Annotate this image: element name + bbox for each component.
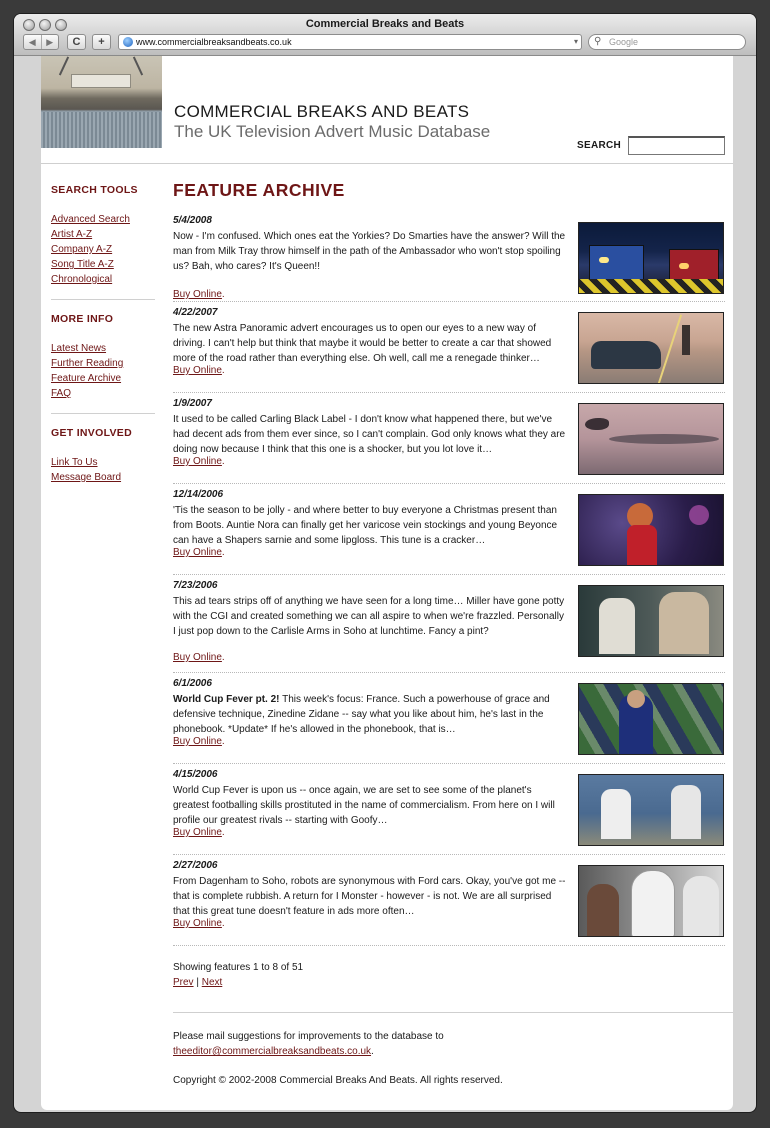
sidebar-link-latest-news[interactable]: Latest News — [51, 343, 107, 354]
sidebar-heading-get-involved: GET INVOLVED — [51, 427, 132, 439]
buy-online: Buy Online. — [173, 289, 225, 300]
buy-online-link[interactable]: Buy Online — [173, 736, 222, 747]
feature-thumbnail[interactable] — [578, 865, 724, 937]
footer-divider — [173, 1012, 733, 1013]
sidebar-divider — [51, 299, 155, 300]
sidebar-heading-search-tools: SEARCH TOOLS — [51, 184, 138, 196]
buy-online: Buy Online. — [173, 736, 225, 747]
feature-thumbnail[interactable] — [578, 222, 724, 294]
buy-online-link[interactable]: Buy Online — [173, 827, 222, 838]
buy-online-link[interactable]: Buy Online — [173, 652, 222, 663]
feature-text: It used to be called Carling Black Label - I don't know what happened there, but we've had decent ads from them ever since, so I can't complain. God only knows what they are doing now because I think that this one is a shocker, but you lot love it… — [173, 414, 566, 455]
address-bar[interactable] — [118, 34, 582, 50]
antenna-right — [133, 57, 143, 76]
address-url: www.commercialbreaksandbeats.co.uk — [136, 37, 292, 47]
photo-tv-screen — [41, 112, 162, 148]
sidebar-heading-more-info: MORE INFO — [51, 313, 114, 325]
sidebar-link-song-title-az[interactable]: Song Title A-Z — [51, 259, 114, 270]
headlight — [599, 257, 609, 263]
feature-description — [173, 229, 569, 274]
sidebar-link-chronological[interactable]: Chronological — [51, 274, 113, 285]
globe-icon — [123, 37, 133, 47]
add-bookmark-button[interactable]: + — [92, 34, 111, 50]
feature-thumbnail[interactable] — [578, 312, 724, 384]
feature-text: This ad tears strips off of anything we have seen for a long time… Miller have gone potty with the CGI and created something we can all aspire to when we're frazzled. Personally I just pop down to the Carlisle Arms in Soho at lunchtime. Fancy a pint? — [173, 596, 565, 637]
footer-email-line — [173, 1046, 374, 1057]
back-forward-buttons — [23, 34, 59, 50]
feature-entry — [173, 764, 725, 855]
robot-shape — [631, 870, 675, 937]
feature-date: 7/23/2006 — [173, 580, 218, 591]
feature-date: 4/22/2007 — [173, 307, 218, 318]
feature-date: 1/9/2007 — [173, 398, 212, 409]
feature-date: 4/15/2006 — [173, 769, 218, 780]
feature-date: 12/14/2006 — [173, 489, 224, 500]
road-line — [658, 314, 682, 383]
search-icon: ⚲ — [594, 36, 602, 47]
sidebar-link-link-to-us[interactable]: Link To Us — [51, 457, 98, 468]
feature-text: From Dagenham to Soho, robots are synonymous with Ford cars. Okay, you've got me -- that is complete rubbish. A return for I Monster - however - is not. We are all surprised that this great tune doesn't feature in ads more often… — [173, 876, 566, 917]
feature-entry — [173, 855, 725, 946]
feature-description — [173, 321, 569, 366]
prev-page-link[interactable]: Prev — [173, 977, 194, 988]
copyright: Copyright © 2002-2008 Commercial Breaks And Beats. All rights reserved. — [173, 1075, 503, 1086]
sidebar-link-feature-archive[interactable]: Feature Archive — [51, 373, 122, 384]
buy-online-link[interactable]: Buy Online — [173, 289, 222, 300]
feature-description — [173, 692, 569, 737]
buy-online-link[interactable]: Buy Online — [173, 547, 222, 558]
sidebar-link-artist-az[interactable]: Artist A-Z — [51, 229, 93, 240]
header-photo — [41, 56, 162, 148]
window-title: Commercial Breaks and Beats — [305, 18, 465, 30]
address-dropdown-icon[interactable]: ▾ — [573, 37, 578, 46]
feature-description — [173, 783, 569, 828]
fire-engine-shape — [669, 249, 719, 283]
feature-entry — [173, 673, 725, 764]
sidebar — [51, 184, 155, 485]
feature-text: This week's focus: France. Such a powerhouse of grace and defensive technique, Zinedine Zidane -- say what you like about him, he's last in the phonebook. *Update* If he's allowed in the phonebook, that is… — [173, 694, 550, 735]
buy-online: Buy Online. — [173, 652, 225, 663]
sidebar-link-advanced-search[interactable]: Advanced Search — [51, 214, 130, 225]
buy-online: Buy Online. — [173, 918, 225, 929]
sidebar-link-further-reading[interactable]: Further Reading — [51, 358, 124, 369]
feature-highlight: World Cup Fever pt. 2! — [173, 694, 280, 705]
sidebar-divider — [51, 413, 155, 414]
bird-shape — [585, 418, 609, 430]
browser-search-placeholder: Google — [609, 37, 639, 47]
site-search-input[interactable] — [628, 136, 725, 155]
footer-email-suffix: . — [371, 1046, 374, 1057]
feature-thumbnail[interactable] — [578, 585, 724, 657]
car-shape — [591, 341, 661, 369]
header-divider — [41, 163, 733, 164]
pagination-separator: | — [196, 977, 199, 988]
feature-date: 5/4/2008 — [173, 215, 212, 226]
footballer-white-kit — [601, 789, 631, 839]
buy-online-link[interactable]: Buy Online — [173, 365, 222, 376]
sidebar-link-company-az[interactable]: Company A-Z — [51, 244, 113, 255]
feature-description — [173, 503, 569, 548]
footballer-head — [627, 690, 645, 708]
man-white-shirt — [599, 598, 635, 654]
feature-thumbnail[interactable] — [578, 403, 724, 475]
red-dress-shape — [627, 525, 657, 566]
person-shape — [682, 325, 690, 355]
page-title: FEATURE ARCHIVE — [173, 180, 345, 200]
pagination-summary: Showing features 1 to 8 of 51 — [173, 962, 304, 973]
photo-shelf — [71, 74, 131, 88]
buy-online-link[interactable]: Buy Online — [173, 456, 222, 467]
feature-description — [173, 412, 569, 457]
antenna-left — [59, 57, 69, 76]
feature-text: Now - I'm confused. Which ones eat the Yorkies? Do Smarties have the answer? Will the man from Milk Tray throw himself in the path of the Ambassador who won't stop spoiling us? Bah, who cares? It's Queen!! — [173, 231, 566, 272]
buy-online: Buy Online. — [173, 456, 225, 467]
site-subtitle: The UK Television Advert Music Database — [174, 122, 491, 141]
feature-text: The new Astra Panoramic advert encourages us to open our eyes to a new way of driving. I can't help but think that maybe it would be better to create a car that showed more of the road rather than everything else. Oh well, call me a renegade thinker… — [173, 323, 552, 364]
wave-shape — [609, 434, 719, 444]
sidebar-link-message-board[interactable]: Message Board — [51, 472, 122, 483]
feature-entry — [173, 575, 725, 673]
buy-online-link[interactable]: Buy Online — [173, 918, 222, 929]
feature-text: World Cup Fever is upon us -- once again, we are set to see some of the planet's greatest footballing skills prostituted in the name of commercialism. From here on I will profile our greatest rivals -- starting with Goofy… — [173, 785, 555, 826]
truck-shape — [589, 245, 644, 281]
web-page — [41, 56, 733, 1096]
site-title: COMMERCIAL BREAKS AND BEATS — [174, 102, 470, 121]
buy-online: Buy Online. — [173, 827, 225, 838]
feature-entry — [173, 484, 725, 575]
back-button[interactable]: ◀ — [28, 37, 36, 47]
bokeh-light — [689, 505, 709, 525]
buy-online: Buy Online. — [173, 365, 225, 376]
pagination — [173, 977, 222, 988]
footer-suggestion-text: Please mail suggestions for improvements to the database to — [173, 1031, 444, 1042]
feature-entry — [173, 210, 725, 302]
next-page-link[interactable]: Next — [201, 977, 223, 988]
robot-shape — [683, 876, 719, 937]
title-bar — [14, 14, 756, 56]
feature-date: 2/27/2006 — [173, 860, 218, 871]
feature-entry — [173, 302, 725, 393]
woman-shape — [587, 884, 619, 937]
feature-description — [173, 874, 569, 919]
feature-thumbnail[interactable] — [578, 774, 724, 846]
browser-search-field[interactable] — [588, 34, 746, 50]
editor-email-link[interactable]: theeditor@commercialbreaksandbeats.co.uk — [173, 1046, 372, 1057]
reload-button[interactable]: C — [67, 34, 86, 50]
feature-date: 6/1/2006 — [173, 678, 212, 689]
feature-text: 'Tis the season to be jolly - and where better to buy everyone a Christmas present than from Boots. Auntie Nora can finally get her varicose vein stockings and young Beyonce can have a Shapers sarnie and some lipgloss. This tune is a cracker… — [173, 505, 558, 546]
headlight — [679, 263, 689, 269]
sidebar-link-faq[interactable]: FAQ — [51, 388, 72, 399]
buy-online: Buy Online. — [173, 547, 225, 558]
feature-description — [173, 594, 569, 639]
man-beige-jacket — [659, 592, 709, 654]
page-bottom-edge — [41, 1096, 733, 1110]
feature-thumbnail[interactable] — [578, 683, 724, 755]
hazard-stripes — [579, 279, 724, 294]
feature-entry — [173, 393, 725, 484]
forward-button[interactable]: ▶ — [41, 35, 59, 49]
main-content — [173, 178, 725, 946]
footballer-white-kit — [671, 785, 701, 839]
search-label: SEARCH — [577, 140, 622, 151]
browser-window — [14, 14, 756, 1112]
feature-thumbnail[interactable] — [578, 494, 724, 566]
